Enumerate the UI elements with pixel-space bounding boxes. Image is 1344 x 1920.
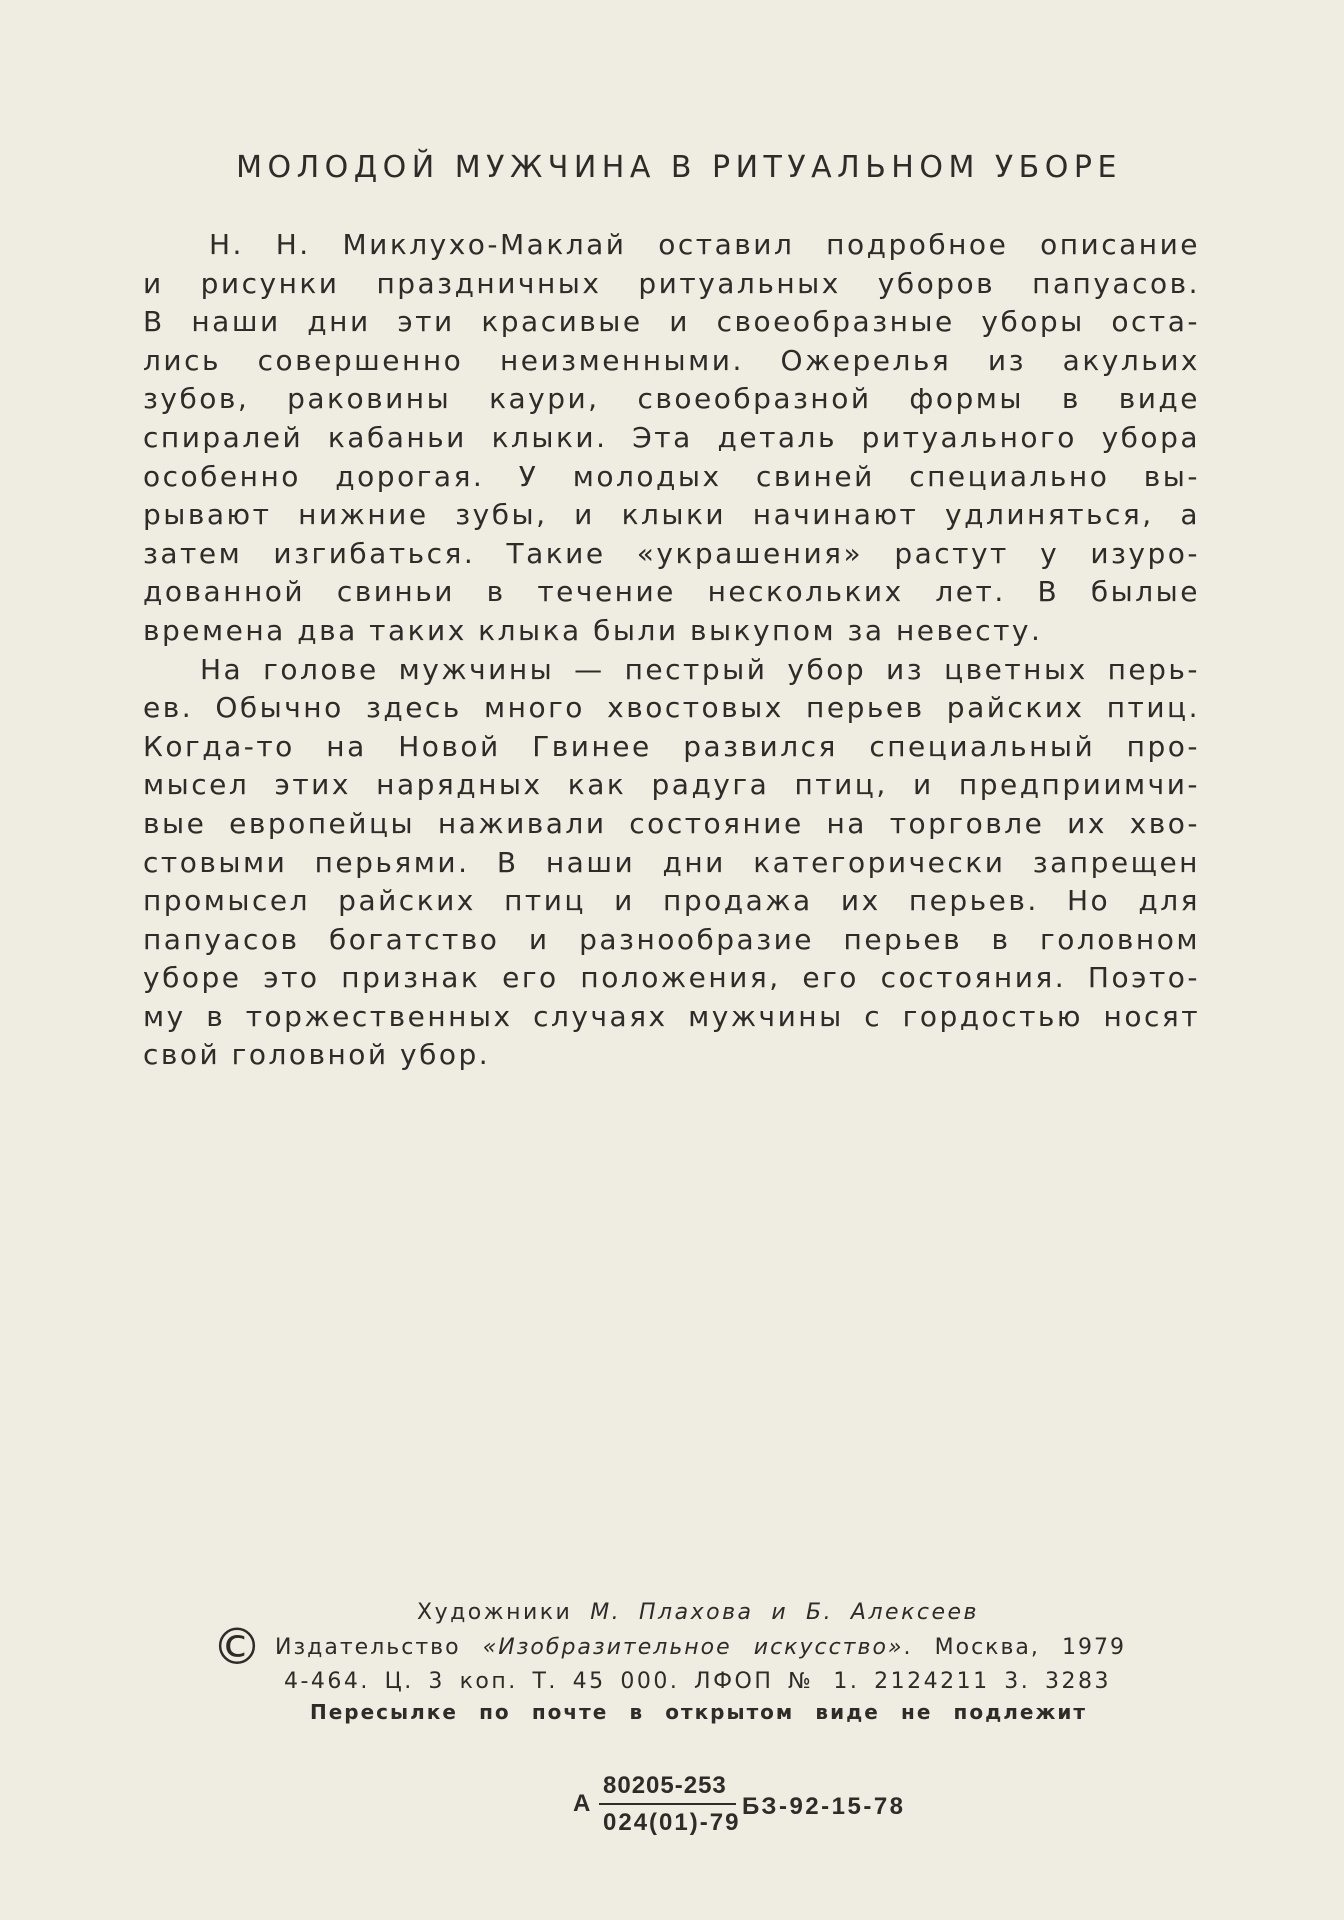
text-line: уборе это признак его положения, его состояния. Поэто-	[143, 961, 1200, 995]
text-line: В наши дни эти красивые и своеобразные уборы оста-	[143, 305, 1200, 339]
publisher-name: «Изобразительное искусство»	[482, 1635, 904, 1660]
index-code-suffix: БЗ-92-15-78	[742, 1793, 906, 1820]
article-body	[143, 226, 1200, 1075]
index-code-numerator: 80205-253	[603, 1772, 727, 1799]
text-line: Н. Н. Миклухо-Маклай оставил подробное описание	[209, 228, 1200, 261]
text-line: спиралей кабаньи клыки. Эта деталь ритуального убора	[143, 420, 1200, 454]
text-line: стовыми перьями. В наши дни категорически запрещен	[143, 845, 1200, 879]
postal-note: Пересылке по почте в открытом виде не подлежит	[310, 1700, 1087, 1724]
artists-label: Художники	[417, 1600, 573, 1625]
index-code-denominator: 024(01)-79	[603, 1809, 741, 1836]
text-line: му в торжественных случаях мужчины с гордостью носят	[143, 999, 1200, 1033]
publisher-prefix: Издательство	[275, 1635, 461, 1660]
artists-names: М. Плахова и Б. Алексеев	[590, 1600, 979, 1625]
text-line: и рисунки праздничных ритуальных уборов папуасов.	[143, 266, 1200, 300]
text-line: особенно дорогая. У молодых свиней специально вы-	[143, 459, 1200, 493]
paragraph-2	[143, 651, 1200, 1076]
text-line: затем изгибаться. Такие «украшения» растут у изуро-	[143, 536, 1200, 570]
text-line: На голове мужчины — пестрый убор из цветных перь-	[200, 652, 1200, 686]
text-line: рывают нижние зубы, и клыки начинают удлиняться, а	[143, 498, 1200, 532]
text-line: Когда-то на Новой Гвинее развился специальный про-	[143, 729, 1200, 763]
fraction-bar	[599, 1803, 736, 1805]
text-line: зубов, раковины каури, своеобразной формы в виде	[143, 382, 1200, 416]
text-line: промысел райских птиц и продажа их перьев. Но для	[143, 884, 1200, 918]
paragraph-1	[143, 226, 1200, 651]
text-line: лись совершенно неизменными. Ожерелья из акульих	[143, 343, 1200, 377]
publisher-suffix: . Москва, 1979	[903, 1635, 1127, 1660]
publisher-line	[275, 1633, 1126, 1663]
text-line: папуасов богатство и разнообразие перьев в головном	[143, 922, 1200, 956]
index-code-letter: А	[573, 1790, 591, 1817]
copyright-icon: ©	[212, 1618, 262, 1676]
text-line: вые европейцы наживали состояние на торговле их хво-	[143, 806, 1200, 840]
page-title: МОЛОДОЙ МУЖЧИНА В РИТУАЛЬНОМ УБОРЕ	[236, 150, 1122, 185]
text-line: свой головной убор.	[143, 1038, 491, 1072]
text-line: ев. Обычно здесь много хвостовых перьев райских птиц.	[143, 691, 1200, 725]
text-line: мысел этих нарядных как радуга птиц, и предприимчи-	[143, 768, 1200, 802]
print-details: 4-464. Ц. 3 коп. Т. 45 000. ЛФОП № 1. 2124211 3. 3283	[284, 1669, 1111, 1694]
text-line: дованной свиньи в течение нескольких лет. В былые	[143, 575, 1200, 609]
artists-credit	[417, 1598, 979, 1628]
text-line: времена два таких клыка были выкупом за невесту.	[143, 613, 1043, 647]
index-code	[570, 1768, 910, 1838]
